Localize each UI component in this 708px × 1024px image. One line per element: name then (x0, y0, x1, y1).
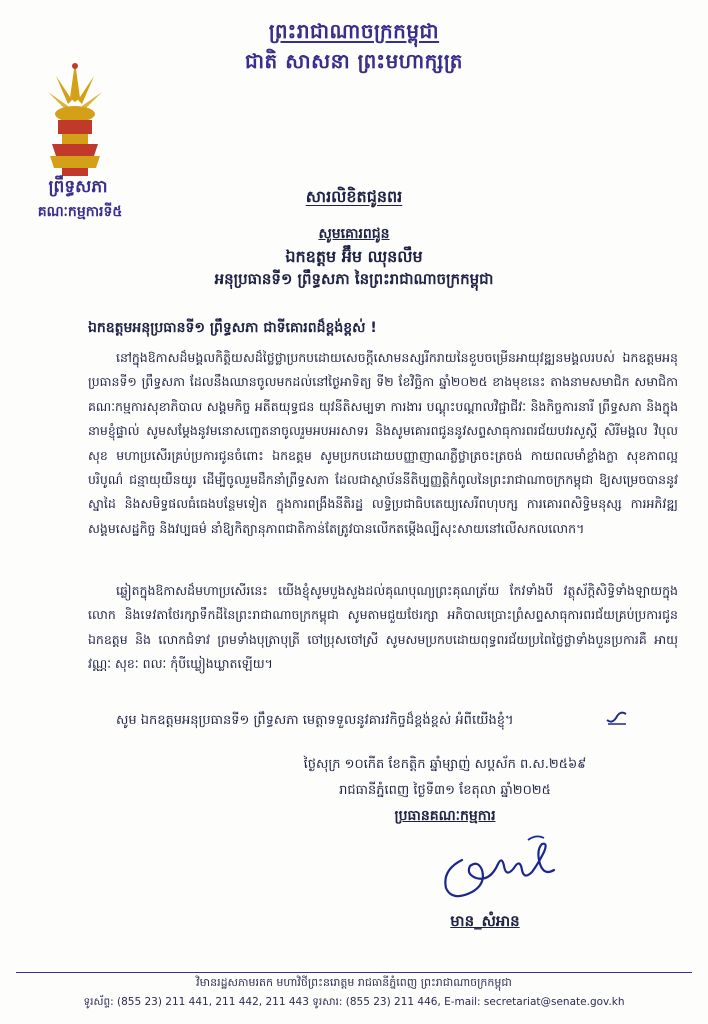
footer-divider (16, 972, 692, 973)
sender-institution: ព្រឹទ្ធសភា (48, 177, 108, 197)
date-place-solar: រាជធានីភ្នំពេញ ថ្ងៃទី៣១ ខែតុលា ឆ្នាំ២០២៥ (339, 783, 551, 798)
emblem-crown-rays (48, 62, 102, 110)
national-motto: ជាតិ សាសនា ព្រះមហាក្សត្រ (245, 49, 463, 73)
signer-name: មាន_សំអាន (450, 912, 520, 930)
sender-committee: គណៈកម្មការទី៥ (37, 204, 123, 220)
footer-contact: ទូរស័ព្ទ: (855 23) 211 441, 211 442, 211 443 ទូរសារ: (855 23) 211 446, E-mail: secretariat@senate.gov.kh (83, 996, 625, 1008)
date-lunar: ថ្ងៃសុក្រ ១០កើត ខែកត្តិក ឆ្នាំម្សាញ់ សប្តស័ក ព.ស.២៥៦៩ (303, 757, 587, 772)
handwritten-tick-icon (604, 708, 630, 728)
footer-address: វិមានរដ្ឋសភាមរតក មហាវិថីព្រះនរោត្តម រាជធានីភ្នំពេញ ព្រះរាជាណាចក្រកម្ពុជា (196, 976, 512, 989)
closing-line: សូម ឯកឧត្តមអនុប្រធានទី១ ព្រឹទ្ធសភា មេត្តាទទួលនូវគារវកិច្ចដ៏ខ្ពង់ខ្ពស់ អំពីយើងខ្ញុំ។ (116, 713, 514, 728)
senate-emblem-icon (44, 58, 106, 178)
recipient-title: អនុប្រធានទី១ ព្រឹទ្ធសភា នៃព្រះរាជាណាចក្រកម្ពុជា (214, 270, 494, 288)
body-paragraph: ឆ្លៀតក្នុងឱកាសដ៏មហាប្រសើរនេះ យើងខ្ញុំសូមបួងសួងដល់គុណបុណ្យព្រះគុណត្រ័យ កែវទាំងបី វត្ថុស័ក្តិសិទ្ធិទាំងឡាយក្នុងលោក និងទេវតាថែរក្សាទឹកដីនៃព្រះរាជាណាចក្រកម្ពុជា សូមតាមជួយថែរក្សា អភិបាលប្រោះព្រំសព្ទសាធុការពរជ័យគ្រប់ប្រការជូន ឯកឧត្តម និង លោកជំទាវ ព្រមទាំងបុត្រាបុត្រី ចៅប្រុសចៅស្រី សូមសមប្រកបដោយពុទ្ធពរជ័យប្រពៃថ្លៃថ្លាទាំងបួនប្រការគឺ អាយុ វណ្ណៈ សុខៈ ពលៈ កុំបីឃ្លៀងឃ្លាតឡើយ។ (88, 583, 678, 672)
handwritten-signature (432, 830, 562, 908)
document-type: សារលិខិតជូនពរ (305, 187, 403, 206)
respect-line: សូមគោរពជូន (318, 226, 390, 242)
kingdom-heading: ព្រះរាជាណាចក្រកម្ពុជា (268, 19, 440, 43)
signer-title: ប្រធានគណៈកម្មការ (394, 808, 496, 824)
recipient-name: ឯកឧត្តម អ៊ឹម ឈុនលឹម (285, 247, 423, 266)
greeting-line: ឯកឧត្តមអនុប្រធានទី១ ព្រឹទ្ធសភា ជាទីគោរពដ៏ខ្ពង់ខ្ពស់ ! (88, 320, 377, 336)
body-paragraph: នៅក្នុងឱកាសដ៏មង្គលកិត្តិយសដ៏ថ្លៃថ្លាប្រកបដោយសេចក្តីសោមនស្សរីករាយនៃខួបចម្រើនអាយុវឌ្ឍនមង្គលរបស់ ឯកឧត្តមអនុប្រធានទី១ ព្រឹទ្ធសភា ដែលនឹងឈានចូលមកដល់នៅថ្ងៃអាទិត្យ ទី២ ខែវិច្ឆិកា ឆ្នាំ២០២៥ ខាងមុខនេះ តាងនាមសមាជិក សមាជិកា គណៈកម្មការសុខាភិបាល សង្គមកិច្ច អតីតយុទ្ធជន យុវនីតិសម្បទា ការងារ បណ្តុះបណ្តាលវិជ្ជាជីវៈ និងកិច្ចការនារី ព្រឹទ្ធសភា និងក្នុងនាមខ្ញុំផ្ទាល់ សូមសម្តែងនូវមនោសញ្ចេតនាចូលរួមអបអរសាទរ និងសូមគោរពជូននូវសព្ទសាធុការពរជ័យបវរសួស្តី សិរីមង្គល វិបុលសុខ មហាប្រសើរគ្រប់ប្រការជូនចំពោះ ឯកឧត្តម សូមប្រកបដោយបញ្ញាញាណភ្លឺថ្លាត្រចះត្រចង់ កាយពលមាំខ្លាំងក្លា សុខភាពល្អបរិបូណ៌ ជន្មាយុយឺនយូរ ដើម្បីចូលរួមដឹកនាំព្រឹទ្ធសភា ដែលជាស្ថាប័ននីតិប្បញ្ញត្តិកំពូលនៃព្រះរាជាណាចក្រកម្ពុជា ឱ្យសម្រេចបាននូវស្នាដៃ និងសមិទ្ធផលធំធេងបន្ថែមទៀត ក្នុងការពង្រឹងនីតិរដ្ឋ លទ្ធិប្រជាធិបតេយ្យសេរីពហុបក្ស ការគោរពសិទ្ធិមនុស្ស ការអភិវឌ្ឍសង្គមសេដ្ឋកិច្ច និងវប្បធម៌ នាំឱ្យកិត្យានុភាពជាតិកាន់តែត្រូវបានលើកតម្កើងល្បីសុះសាយនៅលើសកលលោក។ (88, 350, 678, 536)
